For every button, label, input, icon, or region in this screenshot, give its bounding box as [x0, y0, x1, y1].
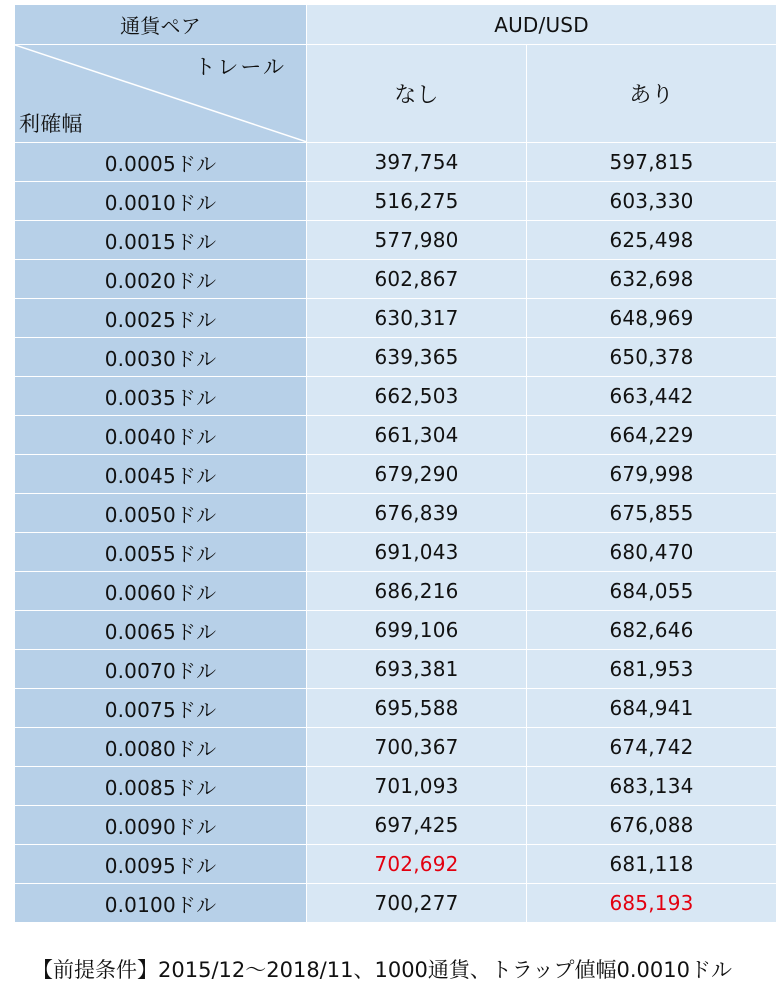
- table-row: [15, 767, 776, 806]
- table-row: [15, 221, 776, 260]
- trail-label: トレール: [194, 55, 286, 79]
- value-with-trail: 648,969: [527, 299, 776, 338]
- value-without-trail: 602,867: [307, 260, 527, 299]
- value-without-trail: 630,317: [307, 299, 527, 338]
- col-header-without-trail: なし: [307, 45, 527, 143]
- table-row: [15, 377, 776, 416]
- table-row: [15, 806, 776, 845]
- row-width: 0.0025ドル: [15, 299, 307, 338]
- value-with-trail: 681,953: [527, 650, 776, 689]
- value-with-trail: 676,088: [527, 806, 776, 845]
- row-width: 0.0050ドル: [15, 494, 307, 533]
- table-row: [15, 143, 776, 182]
- table-row: [15, 533, 776, 572]
- table-row: [15, 338, 776, 377]
- value-without-trail: 676,839: [307, 494, 527, 533]
- value-without-trail: 686,216: [307, 572, 527, 611]
- value-without-trail: 661,304: [307, 416, 527, 455]
- header-row-pair: [15, 5, 776, 45]
- table-row: [15, 572, 776, 611]
- value-with-trail: 597,815: [527, 143, 776, 182]
- value-without-trail: 679,290: [307, 455, 527, 494]
- pair-label: 通貨ペア: [15, 5, 307, 45]
- diagonal-header-cell: [15, 45, 307, 143]
- table-row: [15, 689, 776, 728]
- value-with-trail: 663,442: [527, 377, 776, 416]
- row-width: 0.0095ドル: [15, 845, 307, 884]
- value-without-trail: 577,980: [307, 221, 527, 260]
- header-row-trail: [15, 45, 776, 143]
- value-without-trail: 691,043: [307, 533, 527, 572]
- value-without-trail: 700,367: [307, 728, 527, 767]
- row-width: 0.0060ドル: [15, 572, 307, 611]
- table-row: [15, 728, 776, 767]
- row-width: 0.0070ドル: [15, 650, 307, 689]
- value-with-trail: 664,229: [527, 416, 776, 455]
- table-row: [15, 182, 776, 221]
- results-table: [14, 4, 776, 923]
- row-width: 0.0065ドル: [15, 611, 307, 650]
- table-row: [15, 884, 776, 923]
- row-width: 0.0005ドル: [15, 143, 307, 182]
- results-table-container: [14, 4, 776, 923]
- table-row: [15, 260, 776, 299]
- value-with-trail: 681,118: [527, 845, 776, 884]
- value-with-trail: 683,134: [527, 767, 776, 806]
- value-without-trail: 516,275: [307, 182, 527, 221]
- value-without-trail: 397,754: [307, 143, 527, 182]
- value-without-trail: 700,277: [307, 884, 527, 923]
- table-row: [15, 455, 776, 494]
- value-without-trail: 662,503: [307, 377, 527, 416]
- row-width: 0.0085ドル: [15, 767, 307, 806]
- table-row: [15, 494, 776, 533]
- value-with-trail: 675,855: [527, 494, 776, 533]
- row-width: 0.0020ドル: [15, 260, 307, 299]
- value-with-trail-max: 685,193: [527, 884, 776, 923]
- row-width: 0.0015ドル: [15, 221, 307, 260]
- value-with-trail: 674,742: [527, 728, 776, 767]
- value-without-trail-max: 702,692: [307, 845, 527, 884]
- row-width: 0.0030ドル: [15, 338, 307, 377]
- value-with-trail: 625,498: [527, 221, 776, 260]
- value-without-trail: 695,588: [307, 689, 527, 728]
- table-row: [15, 416, 776, 455]
- value-with-trail: 684,055: [527, 572, 776, 611]
- pair-value: AUD/USD: [307, 5, 776, 45]
- row-width: 0.0055ドル: [15, 533, 307, 572]
- take-profit-width-label: 利確幅: [19, 112, 83, 136]
- table-row: [15, 611, 776, 650]
- row-width: 0.0075ドル: [15, 689, 307, 728]
- value-without-trail: 639,365: [307, 338, 527, 377]
- value-without-trail: 699,106: [307, 611, 527, 650]
- row-width: 0.0090ドル: [15, 806, 307, 845]
- table-row: [15, 299, 776, 338]
- value-without-trail: 697,425: [307, 806, 527, 845]
- value-with-trail: 650,378: [527, 338, 776, 377]
- value-with-trail: 632,698: [527, 260, 776, 299]
- value-without-trail: 701,093: [307, 767, 527, 806]
- row-width: 0.0100ドル: [15, 884, 307, 923]
- table-row: [15, 650, 776, 689]
- row-width: 0.0035ドル: [15, 377, 307, 416]
- value-with-trail: 603,330: [527, 182, 776, 221]
- value-without-trail: 693,381: [307, 650, 527, 689]
- table-body: [15, 143, 776, 923]
- value-with-trail: 682,646: [527, 611, 776, 650]
- footnote-conditions: 【前提条件】2015/12〜2018/11、1000通貨、トラップ値幅0.0010ドル: [32, 958, 732, 982]
- table-row: [15, 845, 776, 884]
- col-header-with-trail: あり: [527, 45, 776, 143]
- row-width: 0.0040ドル: [15, 416, 307, 455]
- value-with-trail: 684,941: [527, 689, 776, 728]
- value-with-trail: 679,998: [527, 455, 776, 494]
- value-with-trail: 680,470: [527, 533, 776, 572]
- row-width: 0.0045ドル: [15, 455, 307, 494]
- row-width: 0.0010ドル: [15, 182, 307, 221]
- row-width: 0.0080ドル: [15, 728, 307, 767]
